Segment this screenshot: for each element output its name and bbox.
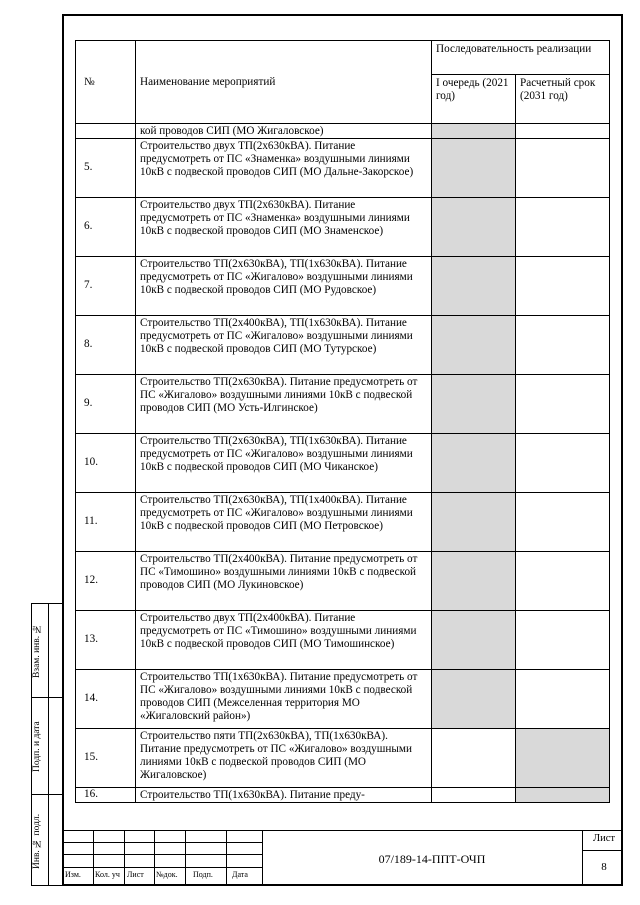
target-cell xyxy=(516,138,610,197)
table-row xyxy=(76,433,610,492)
stage-cell xyxy=(432,551,516,610)
stage-cell xyxy=(432,610,516,669)
row-number: 13. xyxy=(76,610,136,669)
measures-table xyxy=(75,40,610,803)
table-row xyxy=(76,492,610,551)
row-text: Строительство ТП(2х630кВА), ТП(1х400кВА). Питание предусмотреть от ПС «Жигалово» воздушными линиями 10кВ с подвеской проводов СИП (МО Петровское) xyxy=(136,492,432,551)
table-row xyxy=(76,551,610,610)
row-number: 5. xyxy=(76,138,136,197)
row-number: 12. xyxy=(76,551,136,610)
table-row xyxy=(76,728,610,787)
stage-cell xyxy=(432,433,516,492)
header-target-term: Расчетный срок (2031 год) xyxy=(516,75,610,124)
side-stamp xyxy=(31,603,62,886)
target-cell xyxy=(516,315,610,374)
inv-orig-label: Инв. № подл. xyxy=(32,813,42,869)
header-row xyxy=(76,41,610,75)
stage-cell xyxy=(432,374,516,433)
document-code: 07/189-14-ППТ-ОЧП xyxy=(378,852,486,866)
row-text: Строительство двух ТП(2х630кВА). Питание предусмотреть от ПС «Знаменка» воздушными линиями 10кВ с подвеской проводов СИП (МО Знаменское) xyxy=(136,197,432,256)
sheet-number: 8 xyxy=(601,861,607,873)
target-cell xyxy=(516,728,610,787)
cap-list: Лист xyxy=(127,870,144,879)
cap-podp: Подп. xyxy=(193,870,213,879)
cap-izm: Изм. xyxy=(65,870,81,879)
row-text: Строительство ТП(2х400кВА). Питание предусмотреть от ПС «Тимошино» воздушными линиями 10кВ с подвеской проводов СИП (МО Лукиновское) xyxy=(136,551,432,610)
header-sequence: Последовательность реализации xyxy=(432,41,610,75)
table-row xyxy=(76,610,610,669)
table-row xyxy=(76,124,610,139)
row-text: Строительство ТП(1х630кВА). Питание предусмотреть от ПС «Жигалово» воздушными линиями 10кВ с подвеской проводов СИП (Межселенная территория МО «Жигаловский район») xyxy=(136,669,432,728)
title-block xyxy=(62,830,623,886)
row-number: 11. xyxy=(76,492,136,551)
table-row xyxy=(76,315,610,374)
inv-replace-label: Взам. инв. № xyxy=(32,623,42,679)
target-cell xyxy=(516,492,610,551)
stage-cell xyxy=(432,669,516,728)
cap-kol-uch: Кол. уч xyxy=(95,870,120,879)
row-number: 16. xyxy=(76,787,136,802)
header-first-stage: I очередь (2021 год) xyxy=(432,75,516,124)
row-text: Строительство двух ТП(2х630кВА). Питание предусмотреть от ПС «Знаменка» воздушными линиями 10кВ с подвеской проводов СИП (МО Дальне-Закорское) xyxy=(136,138,432,197)
stage-cell xyxy=(432,728,516,787)
row-number: 10. xyxy=(76,433,136,492)
row-text: кой проводов СИП (МО Жигаловское) xyxy=(136,124,432,139)
target-cell xyxy=(516,374,610,433)
row-number: 14. xyxy=(76,669,136,728)
row-number: 8. xyxy=(76,315,136,374)
row-text: Строительство пяти ТП(2х630кВА), ТП(1х630кВА). Питание предусмотреть от ПС «Жигалово» воздушными линиями 10кВ с подвеской проводов СИП (МО Жигаловское) xyxy=(136,728,432,787)
row-text: Строительство ТП(2х630кВА), ТП(1х630кВА). Питание предусмотреть от ПС «Жигалово» воздушными линиями 10кВ с подвеской проводов СИП (МО Чиканское) xyxy=(136,433,432,492)
table-row xyxy=(76,197,610,256)
row-text: Строительство ТП(1х630кВА). Питание преду- xyxy=(136,787,432,802)
target-cell xyxy=(516,787,610,802)
row-number: 9. xyxy=(76,374,136,433)
target-cell xyxy=(516,433,610,492)
stage-cell xyxy=(432,492,516,551)
row-text: Строительство ТП(2х630кВА), ТП(1х630кВА). Питание предусмотреть от ПС «Жигалово» воздушными линиями 10кВ с подвеской проводов СИП (МО Рудовское) xyxy=(136,256,432,315)
stage-cell xyxy=(432,315,516,374)
target-cell xyxy=(516,256,610,315)
stage-cell xyxy=(432,124,516,139)
stage-cell xyxy=(432,138,516,197)
target-cell xyxy=(516,669,610,728)
stage-cell xyxy=(432,197,516,256)
target-cell xyxy=(516,124,610,139)
row-number: 7. xyxy=(76,256,136,315)
header-name: Наименование мероприятий xyxy=(136,41,432,124)
cap-ndok: №док. xyxy=(156,870,178,879)
row-text: Строительство двух ТП(2х400кВА). Питание предусмотреть от ПС «Тимошино» воздушными линиями 10кВ с подвеской проводов СИП (МО Тимошинское) xyxy=(136,610,432,669)
cap-data: Дата xyxy=(232,870,248,879)
header-number: № xyxy=(76,41,136,124)
sign-date-label: Подп. и дата xyxy=(32,721,42,773)
row-text: Строительство ТП(2х400кВА), ТП(1х630кВА). Питание предусмотреть от ПС «Жигалово» воздушными линиями 10кВ с подвеской проводов СИП (МО Тутурское) xyxy=(136,315,432,374)
table-row xyxy=(76,256,610,315)
table-row xyxy=(76,787,610,802)
stage-cell xyxy=(432,256,516,315)
table-row xyxy=(76,138,610,197)
stage-cell xyxy=(432,787,516,802)
target-cell xyxy=(516,551,610,610)
row-number: 6. xyxy=(76,197,136,256)
row-text: Строительство ТП(2х630кВА). Питание предусмотреть от ПС «Жигалово» воздушными линиями 10кВ с подвеской проводов СИП (МО Усть-Илгинское) xyxy=(136,374,432,433)
sheet-label: Лист xyxy=(593,833,615,844)
target-cell xyxy=(516,610,610,669)
target-cell xyxy=(516,197,610,256)
table-row xyxy=(76,374,610,433)
row-number xyxy=(76,124,136,139)
row-number: 15. xyxy=(76,728,136,787)
table-row xyxy=(76,669,610,728)
